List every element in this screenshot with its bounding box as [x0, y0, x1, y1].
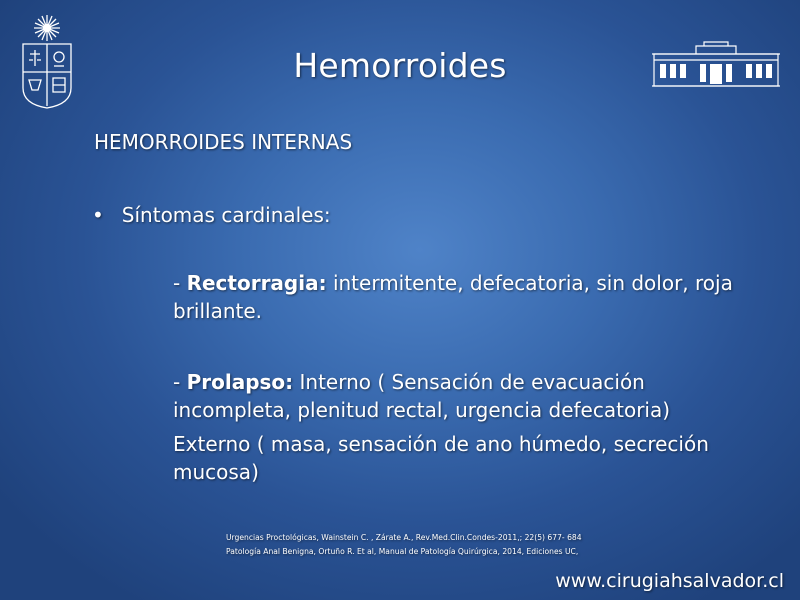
section-heading: HEMORROIDES INTERNAS — [94, 130, 353, 154]
prolapso-paragraph — [173, 368, 733, 424]
slide-title: Hemorroides — [293, 46, 507, 85]
reference-item: Patología Anal Benigna, Ortuño R. Et al, Manual de Patología Quirúrgica, 2014, Ediciones UC, — [226, 547, 579, 556]
rectorragia-label: Rectorragia: — [186, 271, 327, 295]
website-link[interactable]: www.cirugiahsalvador.cl — [555, 570, 784, 592]
rectorragia-text: intermitente, defecatoria, sin dolor, roja brillante. — [173, 271, 733, 323]
bullet-dot-icon: • — [92, 203, 104, 227]
bullet-text: Síntomas cardinales: — [121, 203, 331, 227]
bullet-item — [92, 203, 331, 227]
rectorragia-prefix: - — [173, 271, 187, 295]
externo-paragraph: Externo ( masa, sensación de ano húmedo, secreción mucosa) — [173, 432, 709, 484]
rectorragia-paragraph — [173, 269, 733, 325]
prolapso-text: Interno ( Sensación de evacuación incompleta, plenitud rectal, urgencia defecatoria) — [173, 370, 671, 422]
prolapso-label: Prolapso: — [186, 370, 294, 394]
references — [226, 531, 582, 559]
prolapso-prefix: - — [173, 370, 187, 394]
reference-item: Urgencias Proctológicas, Wainstein C. , Zárate A., Rev.Med.Clin.Condes-2011,; 22(5) 677- 684 — [226, 533, 582, 542]
